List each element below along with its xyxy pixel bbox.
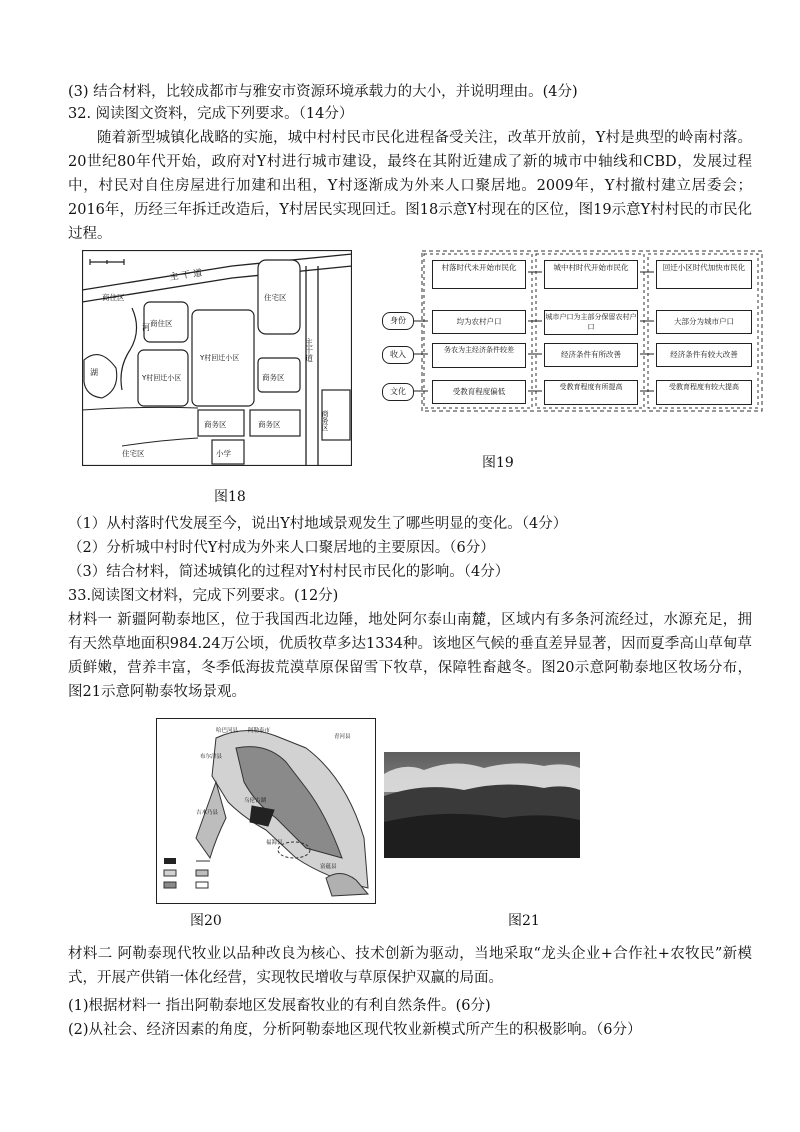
fig18-label-residential-top: 住宅区 bbox=[264, 293, 287, 302]
fig18-label-commercial-mid: 商住区 bbox=[150, 319, 173, 328]
fig19-cell: 城市户口为主部分保留农村户口 bbox=[544, 310, 638, 335]
fig18-label-y-left: Y村回迁小区 bbox=[142, 374, 182, 382]
fig21-caption: 图21 bbox=[508, 913, 540, 929]
fig18-label-lake: 湖 bbox=[90, 368, 98, 377]
fig18-caption: 图18 bbox=[214, 489, 246, 505]
fig19-caption: 图19 bbox=[482, 455, 514, 471]
fig18-label-road-right: 主干道 bbox=[304, 338, 314, 362]
fig18-label-y-right: Y村回迁小区 bbox=[200, 354, 240, 362]
q33-material-2: 材料二 阿勒泰现代牧业以品种改良为核心、技术创新为驱动，当地采取“龙头企业+合作社+农牧民”新模式，开展产供销一体化经营，实现牧民增收与草原保护双赢的局面。 bbox=[68, 946, 752, 986]
fig18-map bbox=[82, 250, 352, 466]
fig19-diagram bbox=[382, 250, 764, 412]
fig19-row-label: 文化 bbox=[382, 383, 414, 401]
fig18-label-commercial-top: 商住区 bbox=[102, 293, 125, 302]
fig19-cell: 受教育程度偏低 bbox=[432, 380, 526, 404]
fig19-cell: 受教育程度有较大提高 bbox=[656, 380, 752, 405]
fig19-cell: 经济条件有所改善 bbox=[544, 343, 638, 367]
fig18-label-river: 河 bbox=[142, 323, 150, 332]
fig20-label: 吉木乃县 bbox=[196, 810, 219, 816]
fig20-label: 青河县 bbox=[334, 734, 351, 740]
fig18-label-business-2: 商务区 bbox=[204, 420, 227, 429]
fig19-cell: 务农为主经济条件较差 bbox=[432, 343, 526, 368]
fig19-row-label: 收入 bbox=[382, 346, 414, 364]
q32-question-3: （3）结合材料，简述城镇化的过程对Y村村民市民化的影响。（4分） bbox=[68, 564, 510, 580]
q33-material-1: 材料一 新疆阿勒泰地区，位于我国西北边陲，地处阿尔泰山南麓，区域内有多条河流经过，水源充足，拥有天然草地面积984.24万公顷，优质牧草多达1334种。该地区气候的垂直差异显著，因而夏季高山草甸草质鲜嫩，营养丰富，冬季低海拔荒漠草原保留雪下牧草，保障牲畜越冬。图20示意阿勒泰地区牧场分布，图21示意阿勒泰牧场景观。 bbox=[68, 612, 752, 700]
fig20-label: 富蕴县 bbox=[320, 864, 337, 870]
fig20-label: 乌伦古湖 bbox=[244, 798, 267, 804]
q31-item-3: (3) 结合材料，比较成都市与雅安市资源环境承载力的大小，并说明理由。(4分) bbox=[68, 84, 578, 100]
fig20-label: 阿勒泰市 bbox=[248, 728, 271, 734]
fig20-map bbox=[156, 718, 376, 904]
q32-question-1: （1）从村落时代发展至今，说出Y村地域景观发生了哪些明显的变化。（4分） bbox=[68, 516, 568, 532]
fig19-row-label: 身份 bbox=[382, 312, 414, 330]
fig20-label: 哈巴河县 bbox=[216, 728, 239, 734]
fig20-label: 布尔津县 bbox=[200, 754, 223, 760]
fig20-caption: 图20 bbox=[190, 913, 222, 929]
q33-question-1: (1)根据材料一 指出阿勒泰地区发展畜牧业的有利自然条件。(6分) bbox=[68, 998, 491, 1014]
fig19-era-header: 城中村时代开始市民化 bbox=[544, 260, 638, 289]
fig19-cell: 经济条件有较大改善 bbox=[656, 343, 752, 367]
fig20-label: 福海县 bbox=[266, 840, 283, 846]
fig19-cell: 大部分为城市户口 bbox=[656, 310, 752, 334]
fig18-label-business-1: 商务区 bbox=[262, 373, 285, 382]
q33-question-2: (2)从社会、经济因素的角度，分析阿勒泰地区现代牧业新模式所产生的积极影响。（6分） bbox=[68, 1022, 642, 1038]
fig19-era-header: 回迁小区时代加快市民化 bbox=[656, 260, 752, 289]
fig19-cell: 均为农村户口 bbox=[432, 310, 526, 334]
fig19-cell: 受教育程度有所提高 bbox=[544, 380, 638, 405]
fig21-photo bbox=[384, 752, 580, 858]
q32-heading: 32. 阅读图文资料，完成下列要求。（14分） bbox=[68, 106, 354, 122]
q32-paragraph: 随着新型城镇化战略的实施，城中村村民市民化进程备受关注，改革开放前，Y村是典型的岭南村落。20世纪80年代开始，政府对Y村进行城市建设，最终在其附近建成了新的城市中轴线和CBD，发展过程中，村民对自住房屋进行加建和出租，Y村逐渐成为外来人口聚居地。2009年，Y村撤村建立居委会；2016年，历经三年拆迁改造后，Y村居民实现回迁。图18示意Y村现在的区位，图19示意Y村村民的市民化过程。 bbox=[68, 130, 752, 242]
fig19-era-header: 村落时代未开始市民化 bbox=[432, 260, 526, 289]
fig18-label-business-3: 商务区 bbox=[258, 420, 281, 429]
q33-heading: 33.阅读图文材料，完成下列要求。(12分) bbox=[68, 588, 339, 604]
fig18-label-school: 小学 bbox=[216, 449, 231, 458]
fig18-label-road-main: 主 干 道 bbox=[169, 268, 203, 283]
fig18-label-residential-bottom: 住宅区 bbox=[122, 449, 145, 458]
q32-question-2: （2）分析城中村时代Y村成为外来人口聚居地的主要原因。（6分） bbox=[68, 540, 495, 556]
fig18-label-business-right: 商务区 bbox=[321, 410, 329, 431]
